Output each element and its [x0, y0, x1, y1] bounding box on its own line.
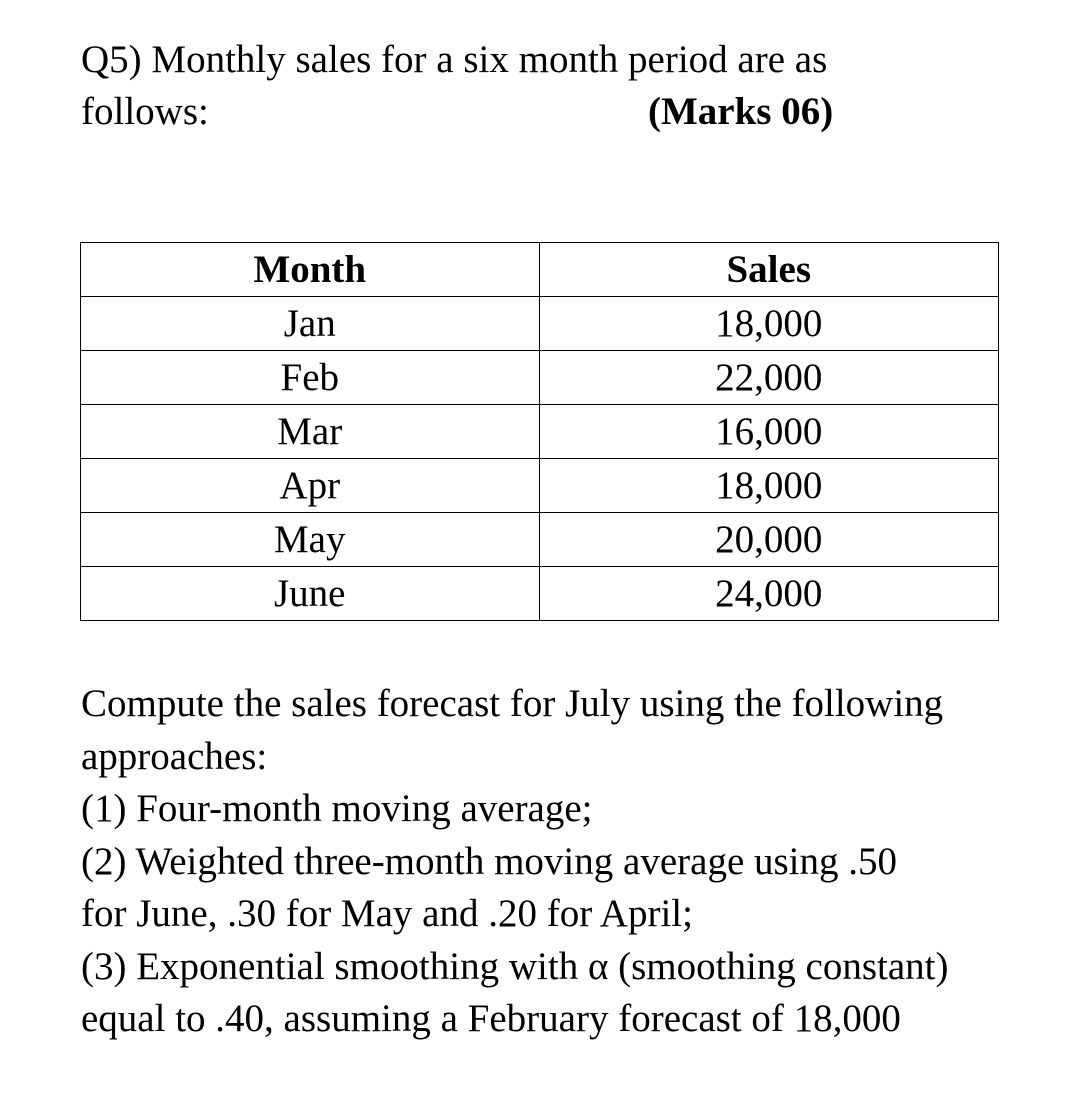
month-cell: June	[81, 567, 540, 621]
month-cell: Feb	[81, 351, 540, 405]
month-cell: Mar	[81, 405, 540, 459]
sales-cell: 18,000	[539, 459, 999, 513]
sales-cell: 18,000	[539, 297, 999, 351]
sales-cell: 16,000	[539, 405, 999, 459]
month-cell: Apr	[81, 459, 540, 513]
table-row	[81, 351, 999, 405]
sales-column-header: Sales	[539, 243, 999, 297]
instruction-line: (1) Four-month moving average;	[81, 787, 593, 830]
table-row	[81, 567, 999, 621]
sales-cell: 22,000	[539, 351, 999, 405]
instruction-line: (2) Weighted three-month moving average using .50	[81, 839, 898, 883]
month-cell: May	[81, 513, 540, 567]
question-header	[81, 34, 911, 138]
table-row	[81, 459, 999, 513]
question-text-line-2: follows:	[81, 90, 209, 133]
table-row	[81, 297, 999, 351]
instruction-line: approaches:	[81, 734, 268, 778]
month-cell: Jan	[81, 297, 540, 351]
instructions-block	[81, 678, 1041, 1046]
instruction-line: Compute the sales forecast for July using the following	[81, 682, 944, 725]
instruction-line: (3) Exponential smoothing with α (smoothing constant)	[81, 944, 949, 988]
table-row	[81, 405, 999, 459]
sales-table	[80, 242, 999, 621]
table-header-row	[81, 243, 999, 297]
sales-cell: 20,000	[539, 513, 999, 567]
question-text-line-2-container	[81, 86, 911, 138]
marks-label: (Marks 06)	[648, 90, 834, 133]
instruction-line: for June, .30 for May and .20 for April;	[81, 892, 693, 935]
sales-cell: 24,000	[539, 567, 999, 621]
instruction-line: equal to .40, assuming a February forecast of 18,000	[81, 997, 901, 1040]
month-column-header: Month	[81, 243, 540, 297]
table-row	[81, 513, 999, 567]
question-text-line-1: Q5) Monthly sales for a six month period are as	[81, 38, 828, 81]
